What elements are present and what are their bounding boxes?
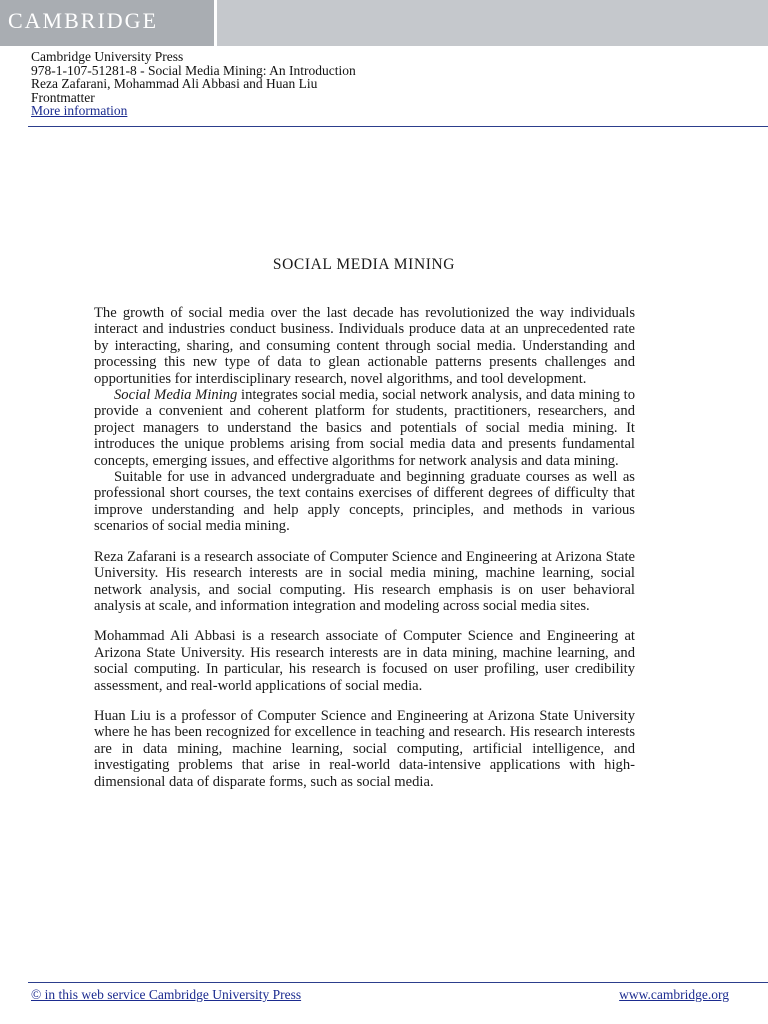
- description-paragraph: [94, 387, 635, 469]
- header-band: [217, 0, 768, 46]
- bio-zafarani: Reza Zafarani is a research associate of Computer Science and Engineering at Arizona State University. His research interests are in social media mining, machine learning, social network analysis, and social computing. His research emphasis is on user behavioral analysis at scale, and information integration and modeling across social media sites.: [94, 548, 635, 614]
- publisher-line: Cambridge University Press: [31, 49, 184, 64]
- book-title-italic: Social Media Mining: [114, 387, 238, 404]
- bio-abbasi: Mohammad Ali Abbasi is a research associate of Computer Science and Engineering at Arizona State University. His research interests are in data mining, machine learning, and social computing. In particular, his research is focused on user profiling, user credibility assessment, and real-world applications of social media.: [94, 628, 635, 694]
- description-text: integrates social media, social network analysis, and data mining to provide a convenient and coherent platform for students, practitioners, researchers, and project managers to understand the basics and potentials of social media mining. It introduces the unique problems arising from social media data and presents fundamental concepts, emerging issues, and effective algorithms for network analysis and data mining.: [94, 387, 636, 469]
- more-information-link[interactable]: More information: [31, 103, 128, 119]
- audience-paragraph: Suitable for use in advanced undergraduate and beginning graduate courses as well as professional short courses, the text contains exercises of different degrees of difficulty that improve understanding and help apply concepts, principles, and methods in various scenarios of social media mining.: [94, 469, 635, 535]
- isbn-title-line: 978-1-107-51281-8 - Social Media Mining: An Introduction: [31, 62, 356, 78]
- authors-line: Reza Zafarani, Mohammad Ali Abbasi and Huan Liu: [31, 76, 318, 92]
- bio-liu: Huan Liu is a professor of Computer Science and Engineering at Arizona State University where he has been recognized for excellence in teaching and research. His research interests are in data mining, machine learning, social computing, artificial intelligence, and investigating problems that arise in real-world data-intensive applications with high-dimensional data of disparate forms, such as social media.: [94, 707, 635, 790]
- header-divider: [28, 126, 768, 127]
- intro-paragraph: The growth of social media over the last decade has revolutionized the way individuals interact and industries conduct business. Individuals produce data at an unprecedented rate by interacting, sharing, and consuming content through social media. Understanding and processing this new type of data to glean actionable patterns presents challenges and opportunities for interdisciplinary research, novel algorithms, and tool development.: [94, 305, 635, 387]
- page-title: SOCIAL MEDIA MINING: [272, 256, 456, 273]
- brand-text: CAMBRIDGE: [8, 8, 159, 33]
- book-metadata: [31, 50, 356, 118]
- header-bar: [0, 0, 768, 46]
- website-link[interactable]: www.cambridge.org: [619, 987, 729, 1002]
- page-content: [94, 305, 635, 790]
- copyright-link[interactable]: © in this web service Cambridge University Press: [31, 987, 302, 1002]
- section-line: Frontmatter: [31, 89, 95, 105]
- footer-divider: [28, 982, 768, 983]
- cambridge-logo: [0, 0, 214, 46]
